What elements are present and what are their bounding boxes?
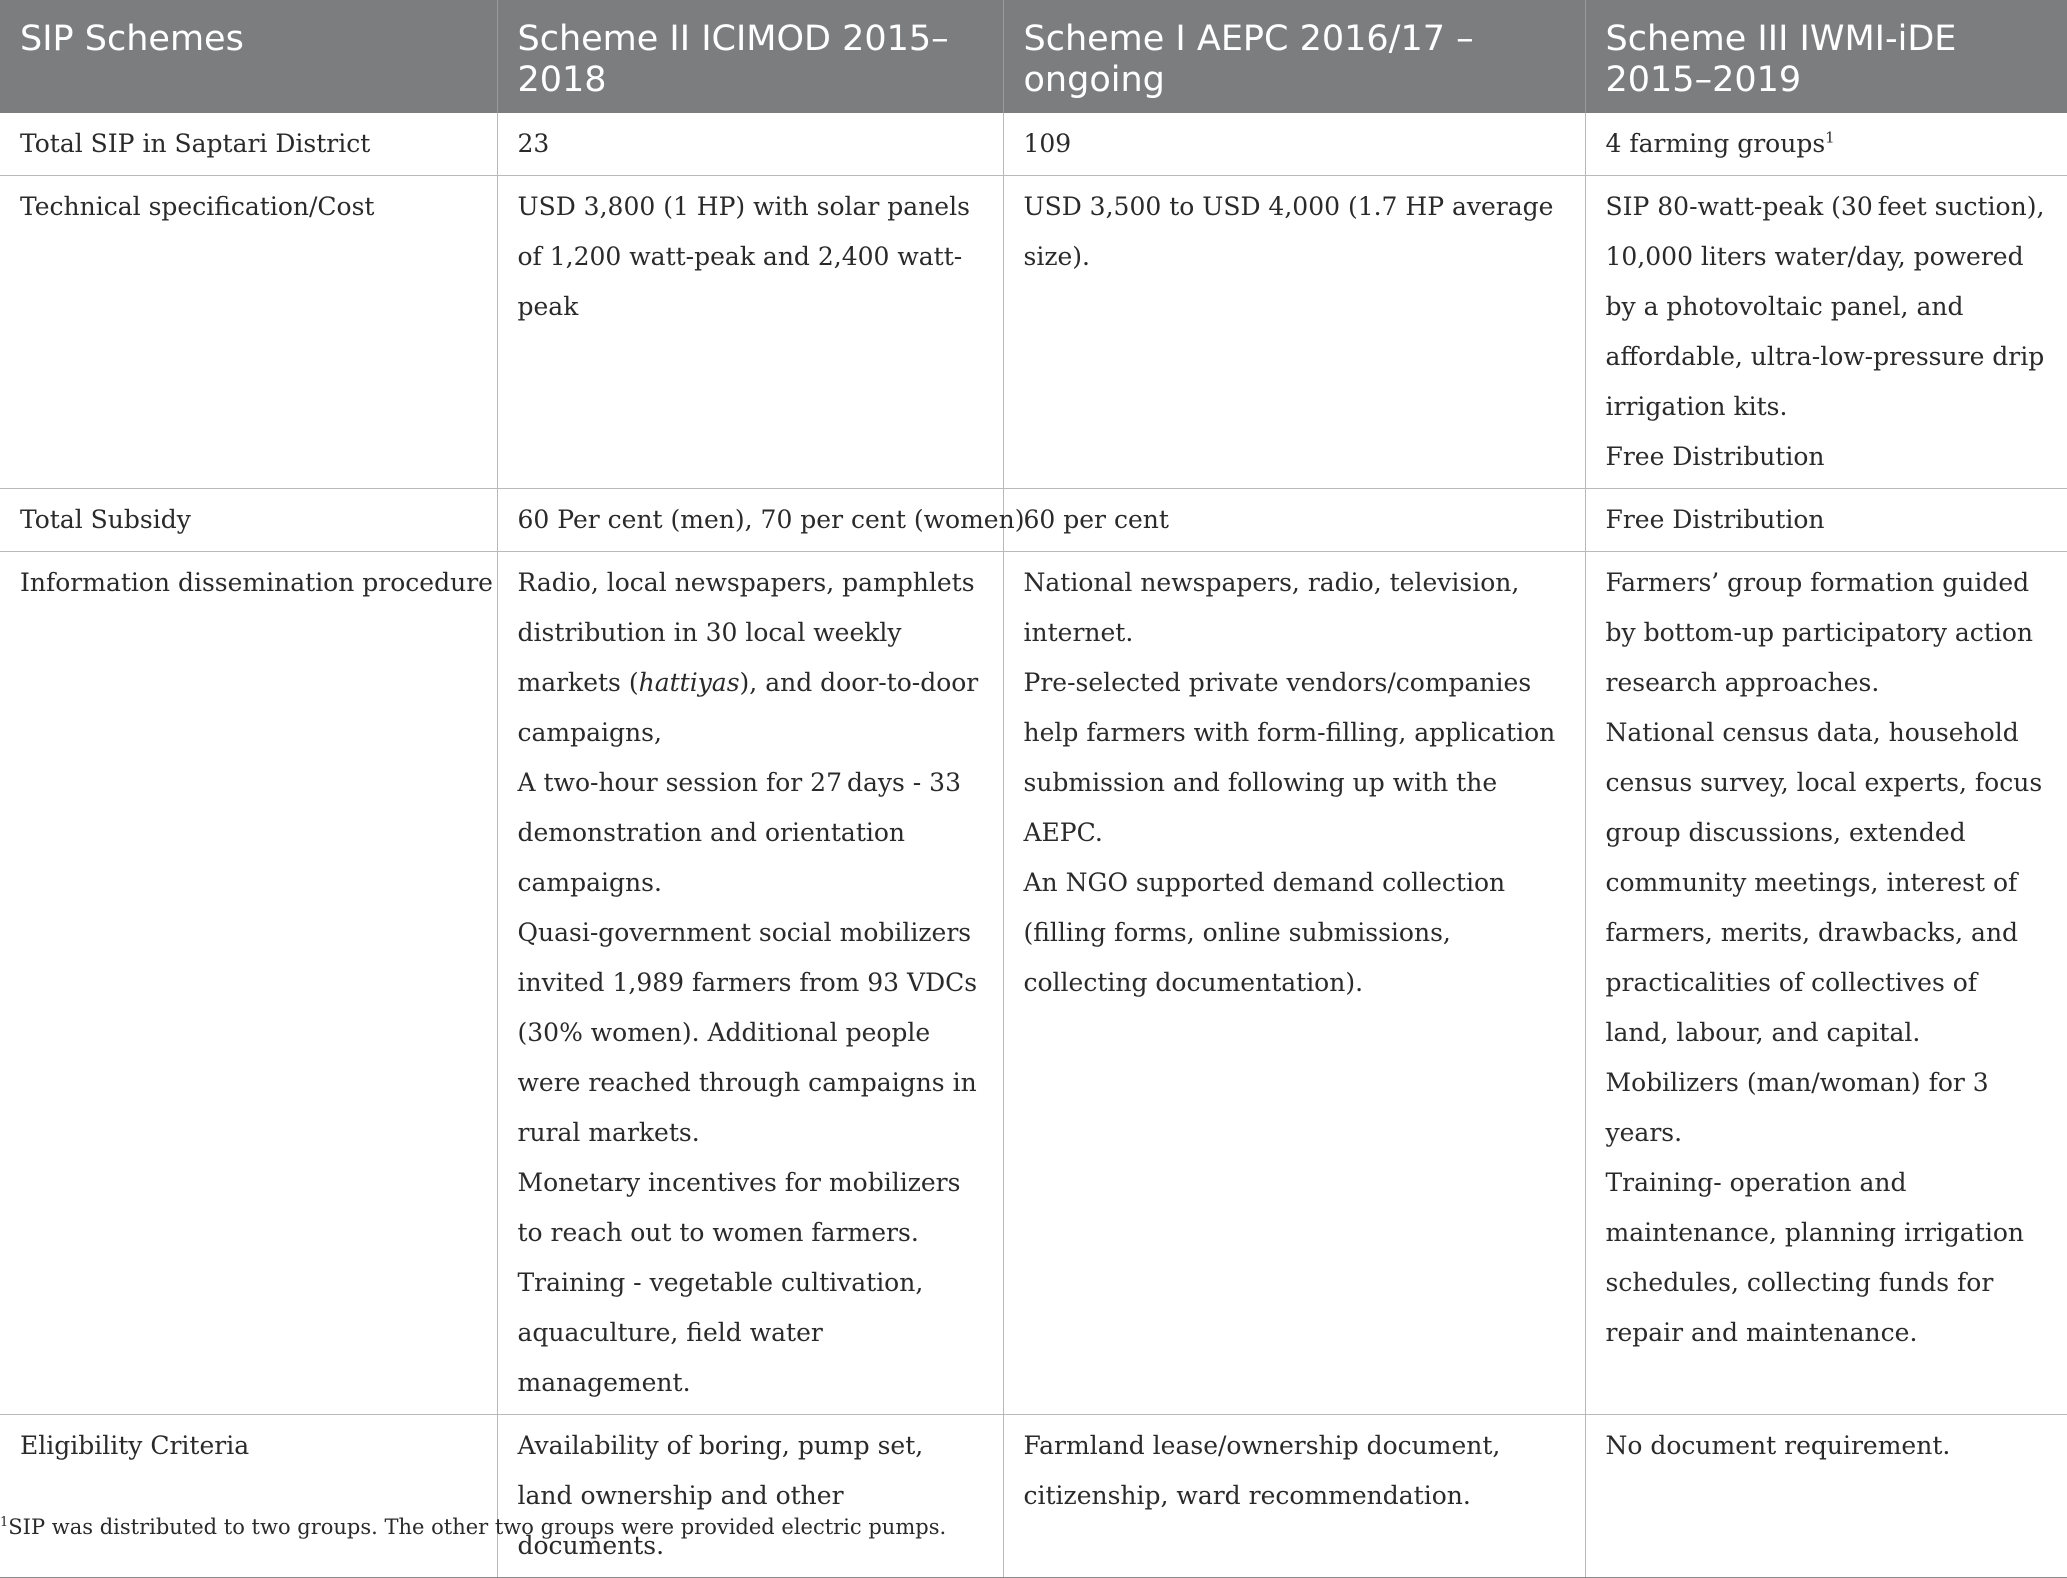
row-label-total-subsidy: Total Subsidy bbox=[0, 489, 497, 552]
table-row bbox=[0, 552, 2067, 1415]
cell-text: An NGO supported demand collection (filling forms, online submissions, collecting documentation). bbox=[1023, 868, 1506, 997]
footnote-text: SIP was distributed to two groups. The other two groups were provided electric pumps. bbox=[8, 1515, 947, 1539]
cell-info-scheme-i bbox=[1003, 552, 1585, 1415]
table-row bbox=[0, 1415, 2067, 1578]
cell-text: Training - vegetable cultivation, aquaculture, field water management. bbox=[517, 1268, 924, 1397]
table-row bbox=[0, 113, 2067, 176]
cell-text-part: 4 farming groups bbox=[1605, 129, 1826, 158]
footnote-marker: 1 bbox=[0, 1515, 9, 1530]
cell-text: Farmers’ group formation guided by bottom-up participatory action research approaches. bbox=[1605, 568, 2034, 697]
header-row bbox=[0, 0, 2067, 113]
row-label-information-dissemination: Information dissemination procedure bbox=[0, 552, 497, 1415]
cell-text: Free Distribution bbox=[1605, 505, 1825, 534]
cell-text: SIP 80-watt-peak (30 feet suction), 10,000 liters water/day, powered by a photovoltaic panel, and affordable, ultra-low-pressure drip irrigation kits. bbox=[1605, 192, 2045, 421]
cell-text-part: Radio, local newspapers, pamphlets distribution in 30 local weekly markets ( bbox=[517, 568, 975, 697]
cell-info-scheme-ii bbox=[497, 552, 1003, 1415]
cell-text: 60 per cent bbox=[1023, 505, 1169, 534]
cell-eligibility-scheme-i bbox=[1003, 1415, 1585, 1578]
cell-text: Pre-selected private vendors/companies help farmers with form-filling, application submission and following up with the AEPC. bbox=[1023, 668, 1556, 847]
cell-text: Free Distribution bbox=[1605, 442, 1825, 471]
table-footnote bbox=[0, 1515, 946, 1539]
cell-tech-scheme-i bbox=[1003, 176, 1585, 489]
header-scheme-i: Scheme I AEPC 2016/17 – ongoing bbox=[1003, 0, 1585, 113]
cell-text: 60 Per cent (men), 70 per cent (women) bbox=[517, 505, 1025, 534]
cell-text: 23 bbox=[517, 129, 550, 158]
cell-text: Mobilizers (man/woman) for 3 years. bbox=[1605, 1068, 1994, 1147]
row-label-total-sip: Total SIP in Saptari District bbox=[0, 113, 497, 176]
cell-text: Availability of boring, pump set, land ownership and other documents. bbox=[517, 1431, 924, 1560]
cell-total-sip-scheme-i bbox=[1003, 113, 1585, 176]
cell-subsidy-scheme-i bbox=[1003, 489, 1585, 552]
cell-text: National newspapers, radio, television, internet. bbox=[1023, 568, 1520, 647]
header-sip-schemes: SIP Schemes bbox=[0, 0, 497, 113]
cell-text: Monetary incentives for mobilizers to reach out to women farmers. bbox=[517, 1168, 961, 1247]
cell-text: USD 3,800 (1 HP) with solar panels of 1,200 watt-peak and 2,400 watt-peak bbox=[517, 192, 970, 321]
cell-text-italic: hattiyas bbox=[638, 668, 740, 697]
row-label-eligibility: Eligibility Criteria bbox=[0, 1415, 497, 1578]
cell-text bbox=[1606, 119, 2048, 169]
cell-text: National census data, household census survey, local experts, focus group discussions, extended community meetings, interest of farmers, merits, drawbacks, and practicalities of collectives of land, labour, and capital. bbox=[1605, 718, 2043, 1047]
cell-text: No document requirement. bbox=[1605, 1431, 1951, 1460]
cell-text bbox=[518, 558, 983, 758]
header-scheme-iii: Scheme III IWMI-iDE 2015–2019 bbox=[1585, 0, 2067, 113]
cell-text: Farmland lease/ownership document, citizenship, ward recommendation. bbox=[1023, 1431, 1501, 1510]
header-scheme-ii: Scheme II ICIMOD 2015–2018 bbox=[497, 0, 1003, 113]
cell-eligibility-scheme-ii bbox=[497, 1415, 1003, 1578]
cell-subsidy-scheme-ii bbox=[497, 489, 1025, 552]
cell-total-sip-scheme-ii bbox=[497, 113, 1003, 176]
cell-text: Training- operation and maintenance, planning irrigation schedules, collecting funds for repair and maintenance. bbox=[1605, 1168, 2024, 1347]
table-row bbox=[0, 489, 2067, 552]
cell-text: USD 3,500 to USD 4,000 (1.7 HP average size). bbox=[1023, 192, 1554, 271]
cell-info-scheme-iii bbox=[1585, 552, 2067, 1415]
cell-text: Quasi-government social mobilizers invited 1,989 farmers from 93 VDCs (30% women). Additional people were reached through campaigns in rural markets. bbox=[517, 918, 978, 1147]
row-label-technical-spec: Technical specification/Cost bbox=[0, 176, 497, 489]
cell-text: 109 bbox=[1023, 129, 1072, 158]
cell-text-part: ), and door-to-door campaigns, bbox=[517, 668, 979, 747]
cell-text: A two-hour session for 27 days - 33 demonstration and orientation campaigns. bbox=[517, 768, 961, 897]
footnote-marker: 1 bbox=[1825, 128, 1835, 147]
table-row bbox=[0, 176, 2067, 489]
cell-tech-scheme-ii bbox=[497, 176, 1003, 489]
cell-total-sip-scheme-iii bbox=[1585, 113, 2067, 176]
cell-eligibility-scheme-iii bbox=[1585, 1415, 2067, 1578]
cell-tech-scheme-iii bbox=[1585, 176, 2067, 489]
cell-subsidy-scheme-iii bbox=[1585, 489, 2067, 552]
